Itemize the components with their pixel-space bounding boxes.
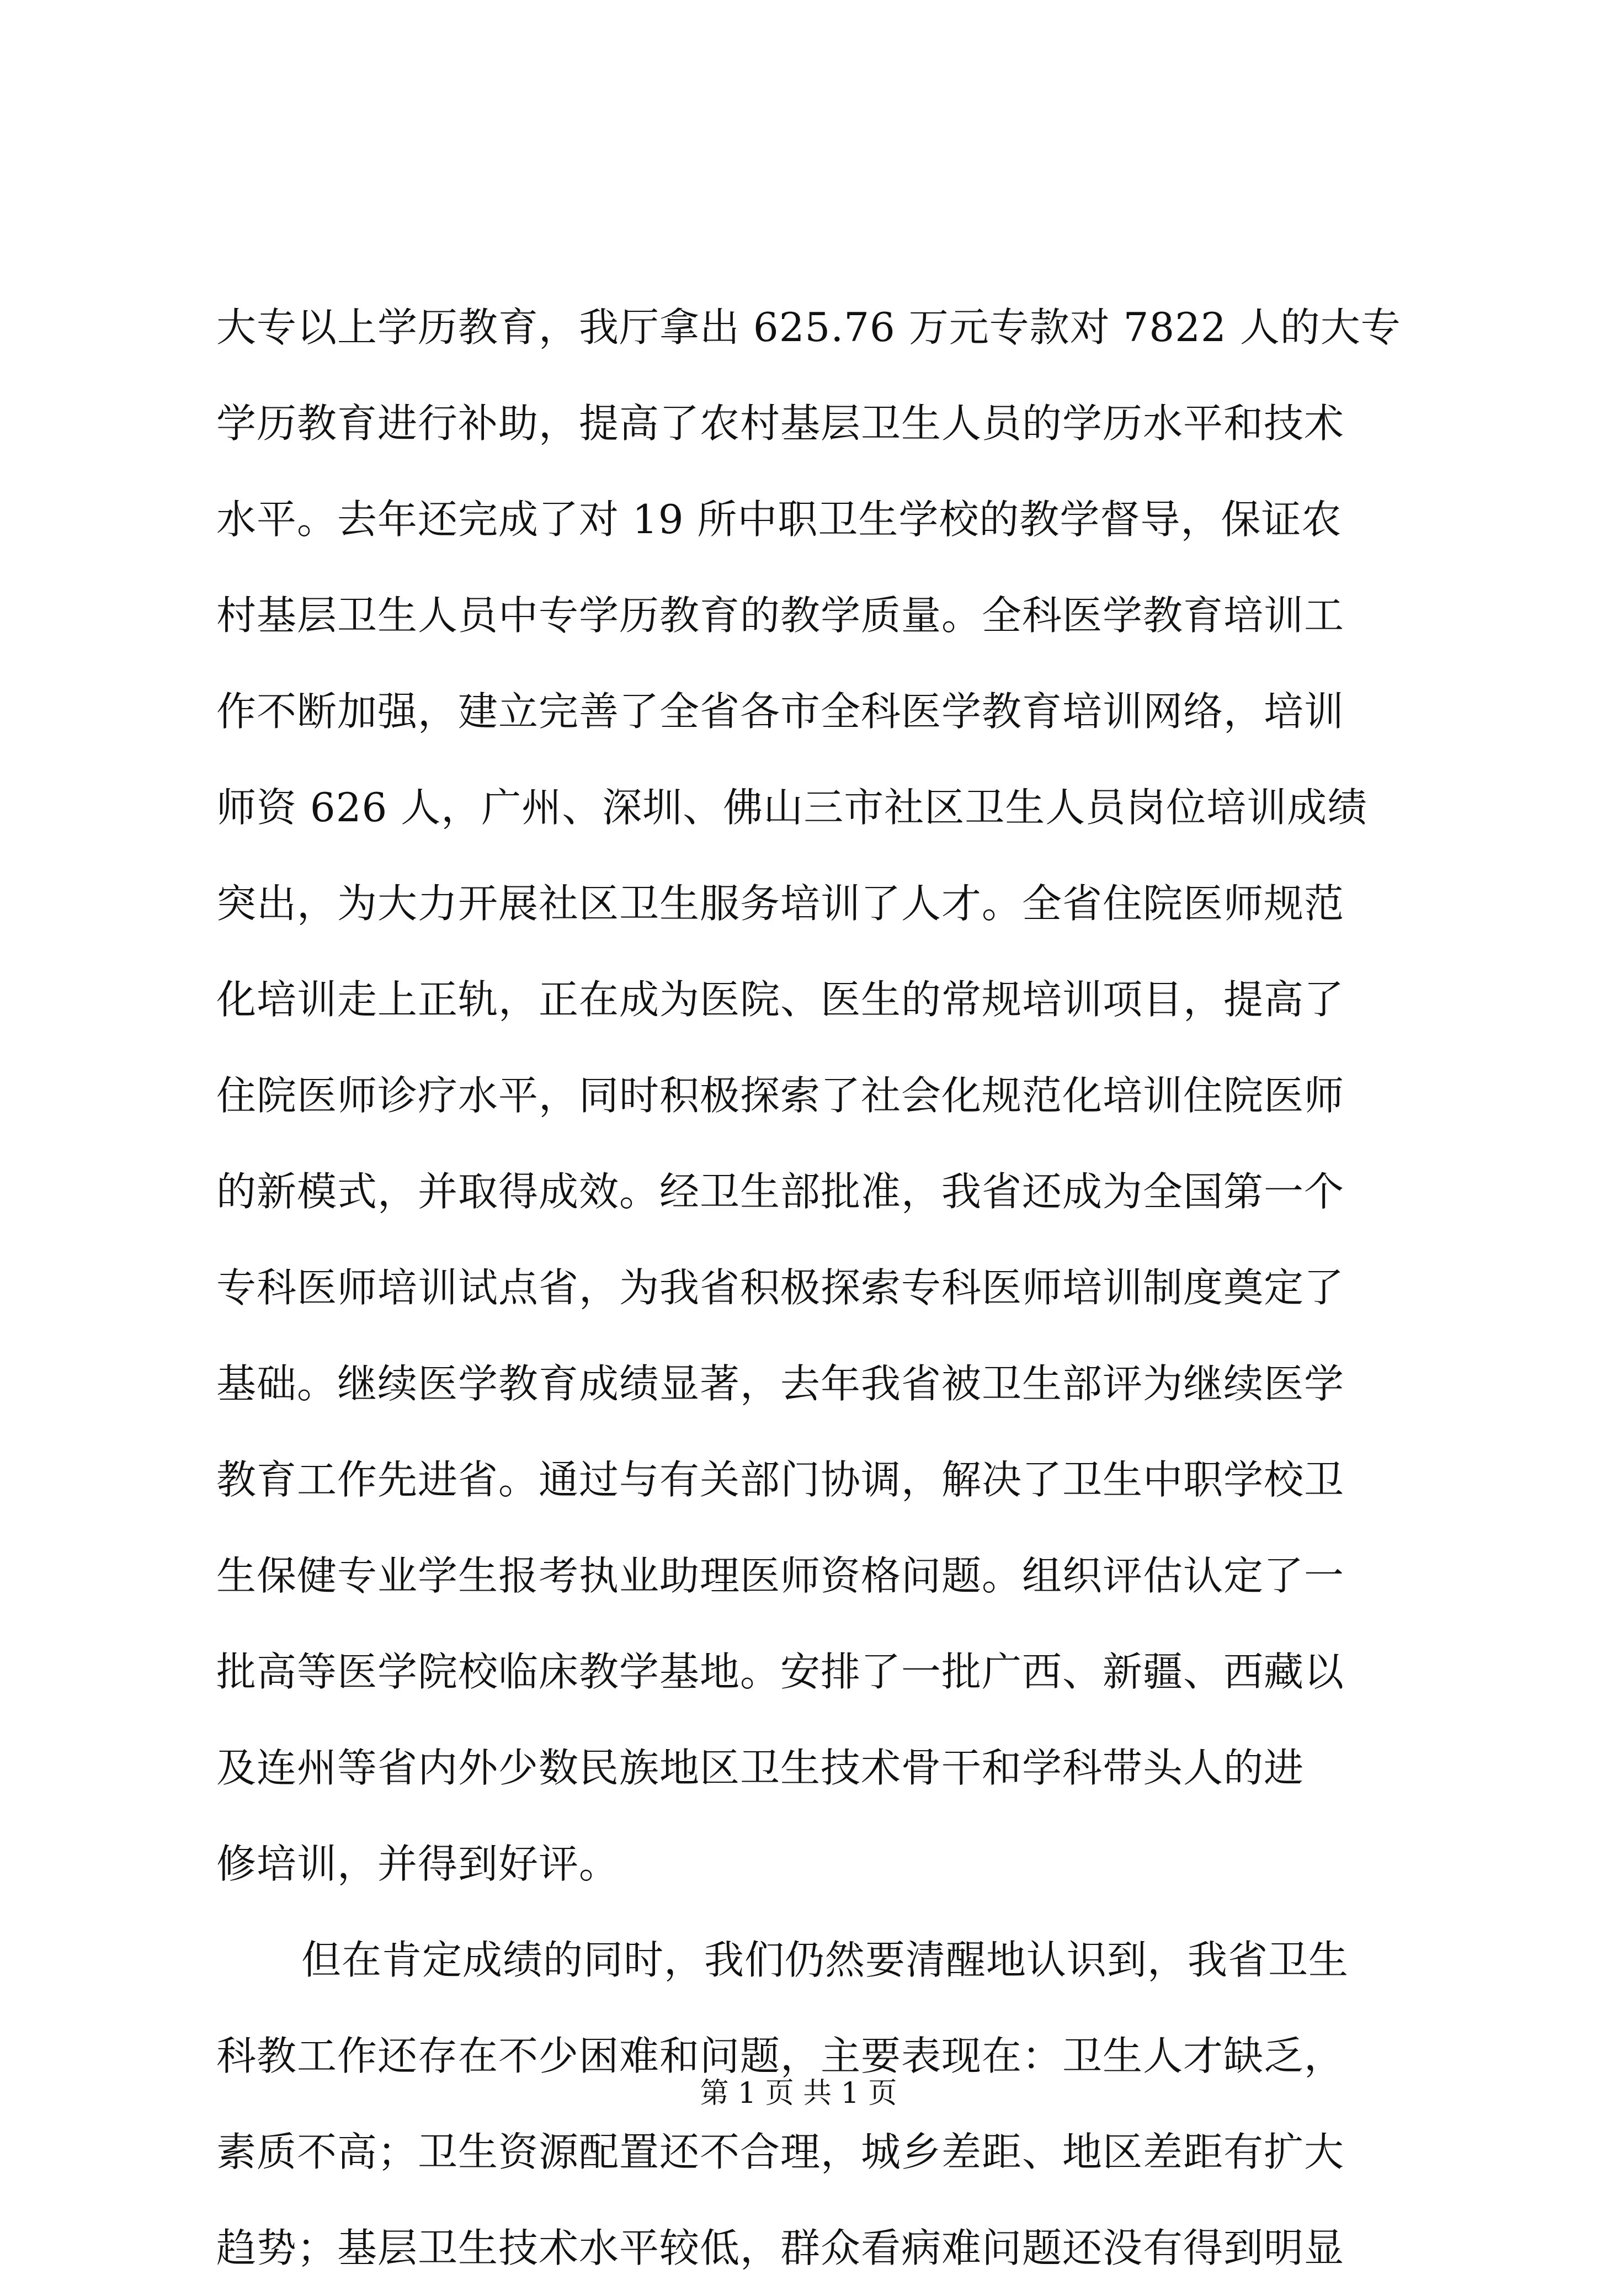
text-line: 突出，为大力开展社区卫生服务培训了人才。全省住院医师规范: [216, 880, 1345, 927]
text-line: 化培训走上正轨，正在成为医院、医生的常规培训项目，提高了: [216, 976, 1345, 1023]
text-line: 但在肯定成绩的同时，我们仍然要清醒地认识到，我省卫生: [301, 1937, 1349, 1983]
text-line: 专科医师培训试点省，为我省积极探索专科医师培训制度奠定了: [216, 1264, 1345, 1311]
text-line: 水平。去年还完成了对 19 所中职卫生学校的教学督导，保证农: [216, 496, 1342, 543]
text-line: 科教工作还存在不少困难和问题，主要表现在：卫生人才缺乏，: [216, 2033, 1345, 2079]
body-text: [216, 279, 1408, 2296]
text-line: 及连州等省内外少数民族地区卫生技术骨干和学科带头人的进: [216, 1745, 1305, 1791]
text-line: 的新模式，并取得成效。经卫生部批准，我省还成为全国第一个: [216, 1168, 1345, 1215]
text-line: 修培训，并得到好评。: [216, 1841, 620, 1887]
text-line: 基础。继续医学教育成绩显著，去年我省被卫生部评为继续医学: [216, 1360, 1345, 1407]
text-line: 大专以上学历教育，我厅拿出 625.76 万元专款对 7822 人的大专: [216, 304, 1401, 350]
text-line: 师资 626 人，广州、深圳、佛山三市社区卫生人员岗位培训成绩: [216, 784, 1368, 831]
text-line: 批高等医学院校临床教学基地。安排了一批广西、新疆、西藏以: [216, 1649, 1345, 1695]
text-line: 学历教育进行补助，提高了农村基层卫生人员的学历水平和技术: [216, 400, 1345, 447]
text-line: 生保健专业学生报考执业助理医师资格问题。组织评估认定了一: [216, 1553, 1345, 1599]
text-line: 作不断加强，建立完善了全省各市全科医学教育培训网络，培训: [216, 688, 1345, 735]
text-line: 教育工作先进省。通过与有关部门协调，解决了卫生中职学校卫: [216, 1457, 1345, 1503]
text-line: 趋势；基层卫生技术水平较低，群众看病难问题还没有得到明显: [216, 2225, 1345, 2271]
text-line: 素质不高；卫生资源配置还不合理，城乡差距、地区差距有扩大: [216, 2129, 1345, 2175]
text-line: 住院医师诊疗水平，同时积极探索了社会化规范化培训住院医师: [216, 1072, 1345, 1119]
page-footer: 第 1 页 共 1 页: [700, 2077, 897, 2110]
text-line: 村基层卫生人员中专学历教育的教学质量。全科医学教育培训工: [216, 592, 1345, 639]
